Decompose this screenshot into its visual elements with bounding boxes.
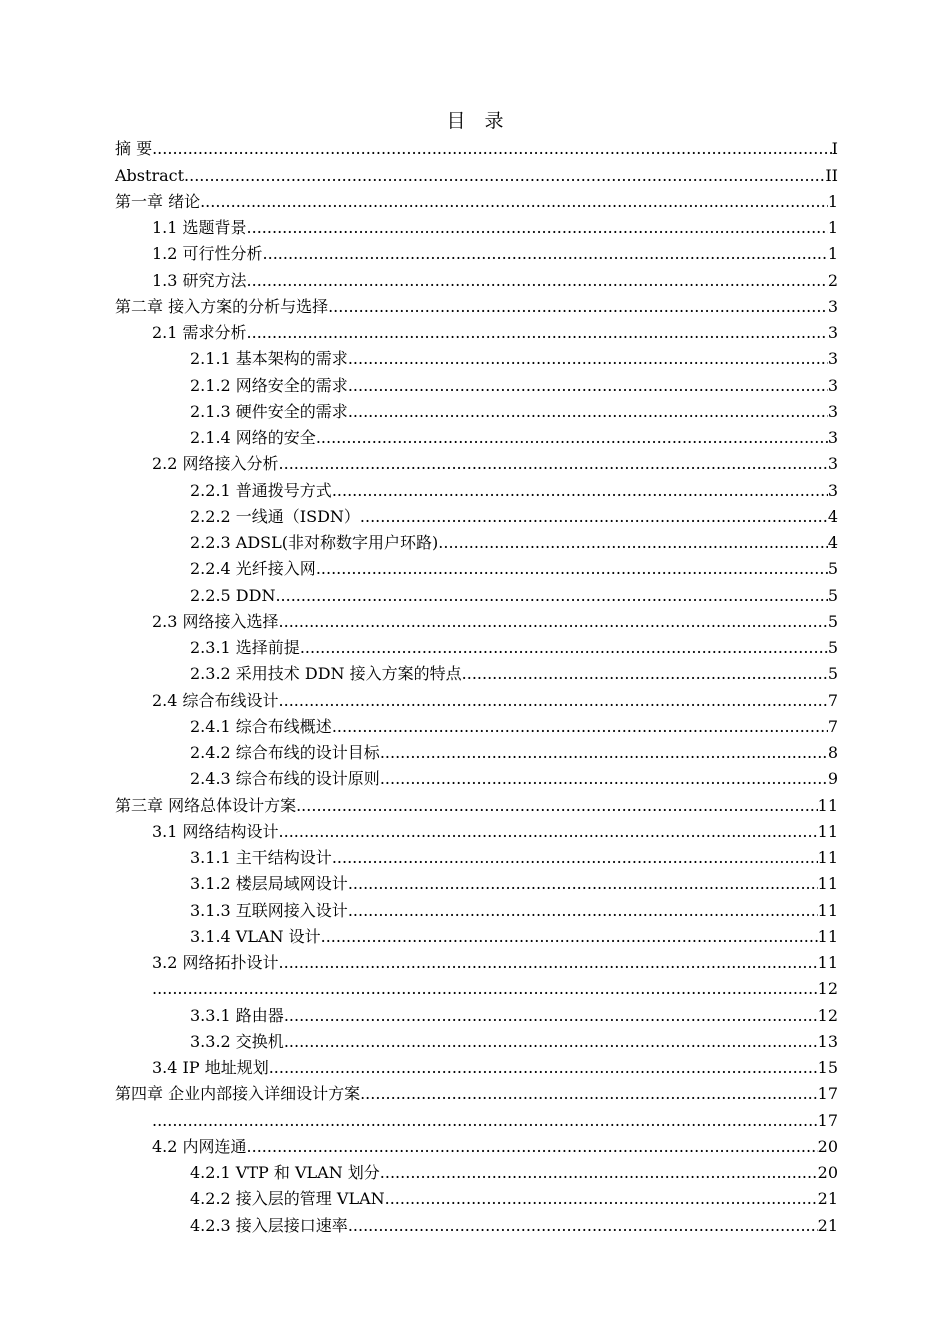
dot-leader (321, 927, 818, 947)
dot-leader (332, 848, 818, 868)
table-of-contents (115, 133, 838, 1236)
toc-entry-page-number: 1 (827, 244, 838, 264)
toc-entry-page-number: 11 (817, 874, 838, 894)
toc-entry-text: 2.1.4 网络的安全 (190, 428, 316, 447)
dot-leader (300, 638, 828, 658)
toc-entry[interactable] (115, 474, 838, 500)
dot-leader (152, 1111, 818, 1131)
dot-leader (380, 1163, 818, 1183)
toc-entry[interactable] (115, 159, 838, 185)
toc-entry-text: 3.1.3 互联网接入设计 (190, 900, 348, 920)
toc-entry-text: 2.2.4 光纤接入网 (190, 559, 316, 579)
toc-entry-page-number: 1 (827, 218, 838, 237)
toc-entry-page-number: 3 (827, 349, 838, 369)
toc-entry-page-number: 7 (827, 690, 838, 710)
toc-entry-page-number: 12 (817, 979, 838, 999)
dot-leader (380, 769, 828, 789)
toc-entry[interactable] (115, 947, 838, 973)
toc-entry-page-number: 4 (827, 506, 838, 526)
toc-entry[interactable] (115, 711, 838, 737)
dot-leader (275, 586, 827, 606)
dot-leader (279, 691, 828, 711)
toc-entry[interactable] (115, 894, 838, 920)
toc-entry-text: 2.1 需求分析 (152, 323, 247, 342)
toc-entry-page-number: 11 (817, 953, 838, 972)
toc-entry-text: 第三章 网络总体设计方案 (115, 795, 297, 815)
toc-entry-text: 3.4 IP 地址规划 (152, 1058, 269, 1077)
toc-entry-page-number: 11 (817, 926, 838, 946)
toc-entry-page-number: 20 (817, 1163, 838, 1182)
toc-entry-page-number: 3 (827, 323, 838, 342)
toc-entry[interactable] (115, 658, 838, 684)
toc-entry-text: 4.2.2 接入层的管理 VLAN (190, 1189, 385, 1209)
toc-entry[interactable] (115, 921, 838, 947)
dot-leader (348, 349, 828, 369)
toc-entry-page-number: 11 (817, 848, 838, 867)
toc-entry[interactable] (115, 396, 838, 422)
toc-entry-page-number: 12 (817, 1005, 838, 1025)
dot-leader (247, 1137, 818, 1157)
toc-entry-text: 3.3.2 交换机 (190, 1031, 284, 1051)
toc-entry[interactable] (115, 763, 838, 789)
dot-leader (247, 218, 828, 238)
toc-entry-page-number: 5 (827, 638, 838, 657)
toc-entry[interactable] (115, 501, 838, 527)
toc-entry[interactable] (115, 973, 838, 999)
toc-entry-page-number: 9 (827, 769, 838, 789)
toc-entry[interactable] (115, 1026, 838, 1052)
toc-entry-page-number: 5 (827, 664, 838, 684)
toc-entry[interactable] (115, 737, 838, 763)
toc-entry-text: 摘 要 (115, 139, 153, 159)
dot-leader (385, 1189, 818, 1209)
toc-entry-page-number: 5 (827, 559, 838, 579)
toc-entry-page-number: 11 (817, 821, 838, 841)
toc-entry[interactable] (115, 1131, 838, 1157)
toc-entry-text: 2.2.3 ADSL(非对称数字用户环路) (190, 533, 439, 552)
toc-entry[interactable] (115, 1052, 838, 1078)
toc-entry-text: 1.1 选题背景 (152, 218, 247, 237)
dot-leader (279, 612, 828, 632)
toc-entry-text: 2.1.2 网络安全的需求 (190, 375, 348, 395)
dot-leader (279, 953, 818, 973)
dot-leader (247, 271, 828, 291)
toc-entry[interactable] (115, 133, 838, 159)
toc-entry-page-number: 3 (827, 454, 838, 474)
dot-leader (284, 1006, 818, 1026)
dot-leader (284, 1032, 818, 1052)
dot-leader (380, 743, 828, 763)
toc-entry[interactable] (115, 291, 838, 317)
toc-entry-page-number: 13 (817, 1031, 838, 1051)
dot-leader (316, 428, 828, 448)
dot-leader (360, 507, 828, 527)
toc-entry-text: 1.2 可行性分析 (152, 244, 263, 264)
toc-entry[interactable] (115, 868, 838, 894)
toc-entry-text: 4.2 内网连通 (152, 1136, 247, 1156)
toc-entry-text: 第二章 接入方案的分析与选择 (115, 296, 329, 316)
toc-entry[interactable] (115, 448, 838, 474)
toc-entry[interactable] (115, 264, 838, 290)
toc-entry[interactable] (115, 238, 838, 264)
toc-entry-text: 3.1.2 楼层局域网设计 (190, 874, 348, 894)
toc-entry-text: 2.2 网络接入分析 (152, 454, 279, 474)
toc-entry-text: Abstract (115, 165, 185, 185)
toc-entry[interactable] (115, 186, 838, 212)
toc-entry[interactable] (115, 527, 838, 553)
toc-entry-text: 2.3.1 选择前提 (190, 638, 300, 657)
toc-entry[interactable] (115, 343, 838, 369)
toc-entry-text: 2.2.5 DDN (190, 585, 276, 605)
toc-entry-text: 第四章 企业内部接入详细设计方案 (115, 1084, 361, 1104)
dot-leader (348, 402, 828, 422)
dot-leader (348, 874, 818, 894)
dot-leader (316, 559, 828, 579)
toc-entry-page-number: 2 (827, 270, 838, 290)
toc-entry[interactable] (115, 684, 838, 710)
toc-entry-page-number: I (831, 139, 838, 159)
dot-leader (328, 297, 828, 317)
dot-leader (462, 664, 828, 684)
toc-entry-page-number: 11 (817, 795, 838, 815)
toc-entry-text: 2.4.1 综合布线概述 (190, 716, 332, 736)
toc-entry-page-number: 21 (817, 1215, 838, 1235)
toc-entry-text: 1.3 研究方法 (152, 270, 247, 290)
dot-leader (332, 717, 828, 737)
toc-entry[interactable] (115, 317, 838, 343)
dot-leader (247, 323, 828, 343)
toc-entry[interactable] (115, 1157, 838, 1183)
toc-entry-page-number: 3 (827, 480, 838, 500)
toc-entry-text: 4.2.1 VTP 和 VLAN 划分 (190, 1163, 380, 1182)
toc-entry-page-number: 4 (827, 533, 838, 552)
toc-entry[interactable] (115, 1104, 838, 1130)
toc-entry[interactable] (115, 632, 838, 658)
toc-entry[interactable] (115, 369, 838, 395)
toc-entry-text: 3.3.1 路由器 (190, 1005, 284, 1025)
toc-entry[interactable] (115, 1209, 838, 1235)
toc-entry-text: 3.1 网络结构设计 (152, 821, 279, 841)
toc-entry-text: 2.2.1 普通拨号方式 (190, 480, 332, 500)
dot-leader (263, 244, 828, 264)
toc-entry-text: 3.1.4 VLAN 设计 (190, 926, 321, 946)
dot-leader (152, 139, 832, 159)
toc-entry-text: 2.2.2 一线通（ISDN） (190, 506, 360, 526)
toc-entry-text: 3.1.1 主干结构设计 (190, 848, 332, 867)
toc-entry[interactable] (115, 816, 838, 842)
toc-entry[interactable] (115, 553, 838, 579)
toc-entry[interactable] (115, 422, 838, 448)
toc-entry-text: 2.3.2 采用技术 DDN 接入方案的特点 (190, 664, 462, 684)
toc-entry[interactable] (115, 579, 838, 605)
toc-entry[interactable] (115, 1183, 838, 1209)
dot-leader (184, 166, 825, 186)
dot-leader (279, 454, 828, 474)
toc-entry-page-number: 5 (827, 611, 838, 631)
toc-entry-text: 3.2 网络拓扑设计 (152, 953, 279, 972)
dot-leader (279, 822, 818, 842)
toc-entry[interactable] (115, 606, 838, 632)
toc-entry-page-number: 20 (817, 1136, 838, 1156)
dot-leader (152, 979, 818, 999)
toc-entry-text: 2.4.2 综合布线的设计目标 (190, 743, 380, 762)
toc-entry[interactable] (115, 212, 838, 238)
toc-entry-page-number: 17 (817, 1084, 838, 1104)
toc-entry-page-number: 3 (827, 296, 838, 316)
toc-entry-page-number: 3 (827, 428, 838, 447)
toc-entry[interactable] (115, 999, 838, 1025)
dot-leader (360, 1084, 818, 1104)
dot-leader (348, 901, 818, 921)
dot-leader (348, 1216, 818, 1236)
dot-leader (348, 376, 828, 396)
toc-entry-page-number: 3 (827, 375, 838, 395)
toc-entry[interactable] (115, 842, 838, 868)
toc-entry-page-number: 1 (827, 191, 838, 211)
dot-leader (296, 796, 818, 816)
toc-entry-page-number: 17 (817, 1110, 838, 1130)
toc-entry-text: 2.4 综合布线设计 (152, 690, 279, 710)
toc-title: 目 录 (446, 110, 504, 132)
toc-entry-page-number: 15 (817, 1058, 838, 1077)
toc-entry-page-number: 5 (827, 585, 838, 605)
toc-entry-text: 第一章 绪论 (115, 191, 201, 211)
toc-entry-page-number: 11 (817, 900, 838, 920)
toc-entry-page-number: 21 (817, 1189, 838, 1209)
toc-entry-page-number: 7 (827, 716, 838, 736)
toc-entry-text: 2.1.1 基本架构的需求 (190, 349, 348, 369)
toc-entry-text: 4.2.3 接入层接口速率 (190, 1215, 348, 1235)
toc-entry-text: 2.3 网络接入选择 (152, 611, 279, 631)
toc-entry-page-number: 3 (827, 401, 838, 421)
toc-entry-page-number: 8 (827, 743, 838, 762)
dot-leader (200, 192, 828, 212)
dot-leader (438, 533, 828, 553)
toc-entry[interactable] (115, 789, 838, 815)
toc-entry[interactable] (115, 1078, 838, 1104)
toc-entry-text: 2.1.3 硬件安全的需求 (190, 401, 348, 421)
dot-leader (269, 1058, 818, 1078)
toc-entry-text: 2.4.3 综合布线的设计原则 (190, 769, 380, 789)
dot-leader (332, 481, 828, 501)
toc-entry-page-number: II (825, 165, 838, 185)
